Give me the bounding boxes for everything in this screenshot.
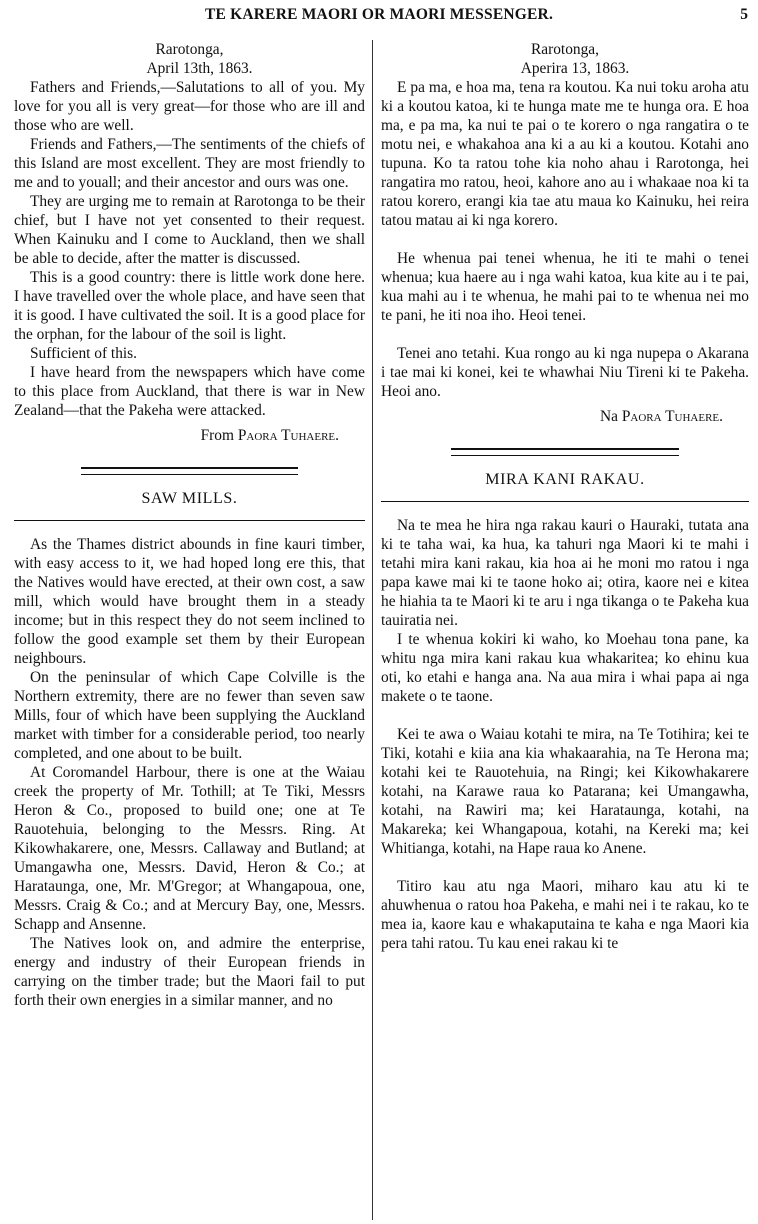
page-number: 5 [740,6,748,23]
letter-paragraph: This is a good country: there is little work done here. I have travelled over the whole place, and have seen that it is good. I have cultivated the soil. It is a good place for the orphan, for the labour of the soil is light. [14,269,365,343]
page-header [0,6,758,30]
article-paragraph: The Natives look on, and admire the enterprise, energy and industry of their European friends in carrying on the timber trade; but the Maori fail to put forth their own energies in a similar manner, and no [14,935,365,1009]
letter-paragraph: Fathers and Friends,—Salutations to all of you. My love for you all is very great—for those who are ill and those who are well. [14,79,365,134]
signature-prefix: Na [600,408,618,425]
section-separator [81,467,299,475]
letter-paragraph: Sufficient of this. [30,345,138,362]
english-signature [14,426,339,445]
letter-paragraph: He whenua pai tenei whenua, he iti te mahi o tenei whenua; kua haere au i nga wahi katoa, kua kite au i te pai, kua mahi au i te whenua, he mahi pai to te whenua nei mo te pani, he iti noa iho. Heoi tenei. [381,250,749,324]
signature-name: Paora Tuhaere. [621,408,723,425]
article-paragraph: Kei te awa o Waiau kotahi te mira, na Te Totihira; kei te Tiki, kotahi e kiia ana kia whakaarahia, na Te Herona ma; kotahi kei te Rauotehuia, na Ringi; kei Kikowhakarere kotahi, na Karawe raua ko Patarana; kei Umangawha, kotahi, na Rawiri ma; kei Harataunga, kotahi, na Makareka; kei Whangapoua, kotahi, na Kereki ma; kei Whitianga, kotahi, na Hape raua ko Anene. [381,726,749,857]
maori-column [381,40,749,953]
article-paragraph: Titiro kau atu nga Maori, miharo kau atu ki te ahuwhenua o ratou hoa Pakeha, e mahi nei i te rakau, ko te mea ia, kaore kau e whakaputaina te kaha e nga Maori kia pera tahi ratou. Tu kau enei rakau ki te [381,878,749,952]
article-paragraph: I te whenua kokiri ki waho, ko Moehau tona pane, ka whitu nga mira kani rakau kua whakaritea; ko ehinu kua oti, ko etahi e hanga ana. Na aua mira i whai papa ai nga makete o te taone. [381,631,749,705]
letter-paragraph: Tenei ano tetahi. Kua rongo au ki nga nupepa o Akarana i tae mai ki konei, kei te whawhai Niu Tireni ki te Pakeha. Heoi ano. [381,345,749,400]
article-paragraph: Na te mea he hira nga rakau kauri o Hauraki, tutata ana ki te taha wai, ka hua, ka tahuri nga Maori ki te mahi i tetahi mira kani rakau, kia hoa ai he moni mo ratou i nga papa kawe mai ki te taone hoko ai; otira, kaore nei e kitea he hiahia ta te Maori ki te aru i nga tikanga o te Pakeha kua tauiratia nei. [381,517,749,629]
dateline-date: Aperira 13, 1863. [520,60,630,77]
maori-section-heading: MIRA KANI RAKAU. [485,471,645,488]
letter-paragraph: Friends and Fathers,—The sentiments of the chiefs of this Island are most excellent. They are most friendly to me and to youall; and their ancestor and ours was one. [14,136,365,191]
heading-rule [381,501,749,502]
article-paragraph: On the peninsular of which Cape Colville is the Northern extremity, there are no fewer than seven saw Mills, four of which have been supplying the Auckland market with timber for a considerable period, too nearly completed, and one about to be built. [14,669,365,762]
english-section-heading: SAW MILLS. [141,490,238,507]
letter-paragraph: They are urging me to remain at Rarotonga to be their chief, but I have not yet consented to their request. When Kainuku and I come to Auckland, then we shall be able to decide, after the matter is discussed. [14,193,365,267]
section-separator [451,448,679,456]
article-paragraph: At Coromandel Harbour, there is one at the Waiau creek the property of Mr. Tothill; at Te Tiki, Messrs Heron & Co., proposed to build one; one at Te Rauotehuia, belonging to the Messrs. Ring. At Kikowhakarere, one, Messrs. Callaway and Butland; at Umangawha one, Messrs. David, Heron & Co.; at Harataunga, one, Mr. M'Gregor; at Whangapoua, one, Messrs. Craig & Co.; and at Mercury Bay, one, Messrs. Schapp and Ansenne. [14,764,365,933]
newspaper-title: TE KARERE MAORI OR MAORI MESSENGER. [204,6,554,23]
heading-rule [14,520,365,521]
letter-paragraph: I have heard from the newspapers which have come to this place from Auckland, that there is war in New Zealand—that the Pakeha were attacked. [14,364,365,419]
dateline-date: April 13th, 1863. [146,60,253,77]
signature-name: Paora Tuhaere. [237,427,339,444]
maori-signature [381,407,723,426]
article-paragraph: As the Thames district abounds in fine kauri timber, with easy access to it, we had hoped long ere this, that the Natives would have erected, at their own cost, a saw mill, which would have brought them in a steady income; but in this respect they do not seem inclined to follow the good example set them by their European neighbours. [14,536,365,667]
dateline-place: Rarotonga, [531,41,599,58]
maori-dateline [381,40,749,78]
english-dateline [14,40,365,78]
english-column [14,40,365,1010]
column-divider [372,40,373,1220]
letter-paragraph: E pa ma, e hoa ma, tena ra koutou. Ka nui toku aroha atu ki a koutou katoa, ki te hunga mate me te hunga ora. E hoa ma, e pa ma, ka nui te pai o te korero o nga rangatira o te motu nei, e whakahoa ana ki a au ki a koutou. Kotahi ano tupuna. Ko ta ratou tohe kia noho ahau i Rarotonga, hei rangatira mo ratou, heoi, kahore ano au i whakaae noa ki ta ratou korero, erangi kia tae atu maua ko Kainuku, hei reira tatou matau ai ki nga korero. [381,79,749,229]
signature-prefix: From [200,427,234,444]
dateline-place: Rarotonga, [155,41,224,58]
